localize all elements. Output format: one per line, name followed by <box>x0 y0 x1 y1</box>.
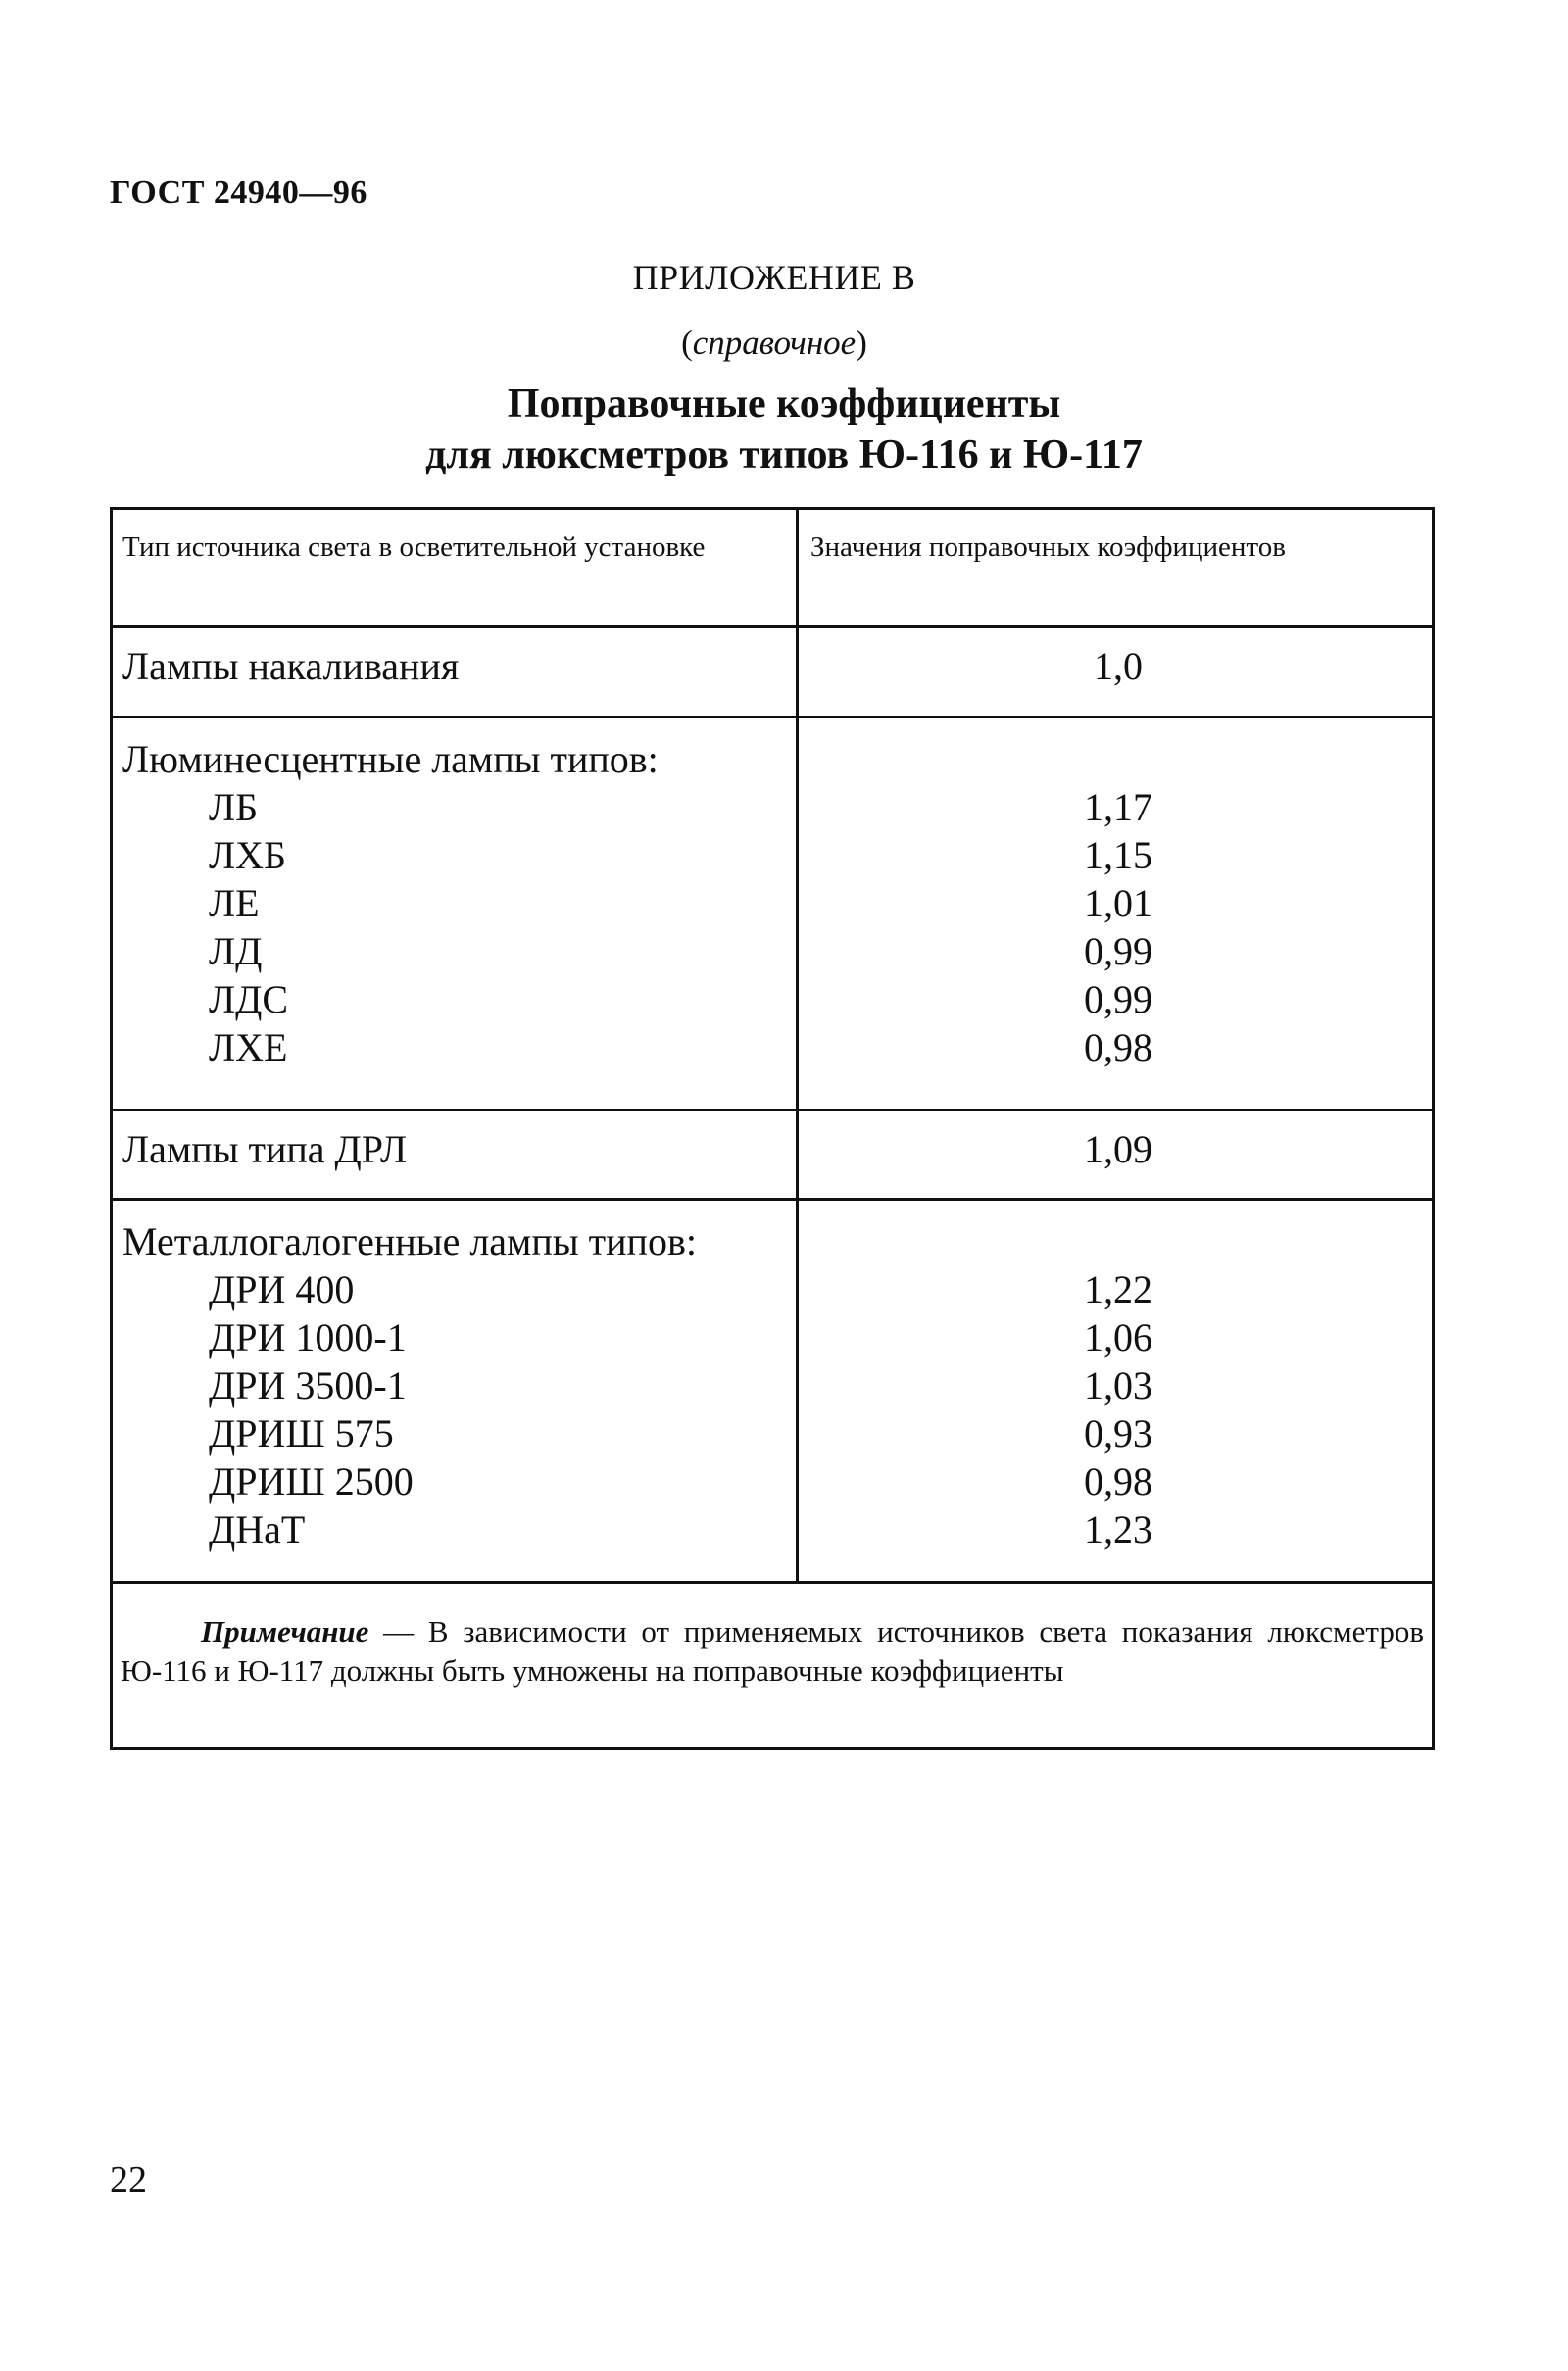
row-label: ДРИШ 575 <box>209 1411 394 1456</box>
row-value: 0,98 <box>1084 1459 1152 1504</box>
row-label: ЛХЕ <box>209 1025 288 1069</box>
document-code: ГОСТ 24940—96 <box>110 174 368 211</box>
row-value: 1,0 <box>1094 644 1143 688</box>
row-divider <box>113 625 1432 628</box>
row-value: 1,15 <box>1084 833 1152 877</box>
group-label: Металлогалогенные лампы типов: <box>122 1219 697 1263</box>
column-header-light-source: Тип источника света в осветительной установке <box>122 531 706 563</box>
row-divider <box>113 1198 1432 1201</box>
row-divider <box>113 716 1432 718</box>
row-value: 1,17 <box>1084 785 1152 829</box>
row-label: ДНаТ <box>209 1507 306 1552</box>
row-label: ЛХБ <box>209 833 286 877</box>
row-value: 1,09 <box>1084 1127 1152 1171</box>
heading-line-2: для люксметров типов Ю-116 и Ю-117 <box>425 432 1143 477</box>
row-label: ДРИ 1000-1 <box>209 1315 407 1359</box>
coefficients-table <box>110 507 1435 1750</box>
row-value: 1,06 <box>1084 1315 1152 1359</box>
table-note <box>121 1612 1424 1691</box>
row-label: ДРИШ 2500 <box>209 1459 414 1504</box>
row-label: Лампы типа ДРЛ <box>122 1127 408 1171</box>
row-value: 0,99 <box>1084 929 1152 973</box>
heading-line-1: Поправочные коэффициенты <box>507 381 1061 426</box>
row-label: ЛДС <box>209 977 289 1021</box>
row-label: ЛД <box>209 929 263 973</box>
row-label: ДРИ 3500-1 <box>209 1363 407 1408</box>
row-label: ЛЕ <box>209 881 260 925</box>
column-header-coefficient: Значения поправочных коэффициентов <box>810 531 1286 563</box>
row-label: ДРИ 400 <box>209 1267 355 1311</box>
group-label: Люминесцентные лампы типов: <box>122 737 659 781</box>
appendix-title: ПРИЛОЖЕНИЕ В <box>632 258 916 297</box>
row-label: Лампы накаливания <box>122 644 460 688</box>
appendix-kind-open: ( <box>681 323 693 362</box>
row-value: 0,93 <box>1084 1411 1152 1456</box>
row-value: 1,23 <box>1084 1507 1152 1552</box>
row-value: 0,98 <box>1084 1025 1152 1069</box>
appendix-kind-text: справочное <box>692 323 857 362</box>
appendix-kind <box>627 323 921 363</box>
note-label: Примечание <box>201 1614 369 1649</box>
page-number: 22 <box>110 2159 147 2200</box>
row-value: 1,01 <box>1084 881 1152 925</box>
note-text: — В зависимости от применяемых источников света показания люксметров Ю-116 и Ю-117 должны быть умножены на поправочные коэффициенты <box>121 1614 1424 1688</box>
row-divider <box>113 1109 1432 1111</box>
row-label: ЛБ <box>209 785 259 829</box>
row-divider <box>113 1581 1432 1584</box>
appendix-kind-close: ) <box>856 323 867 362</box>
row-value: 1,03 <box>1084 1363 1152 1408</box>
row-value: 1,22 <box>1084 1267 1152 1311</box>
row-value: 0,99 <box>1084 977 1152 1021</box>
